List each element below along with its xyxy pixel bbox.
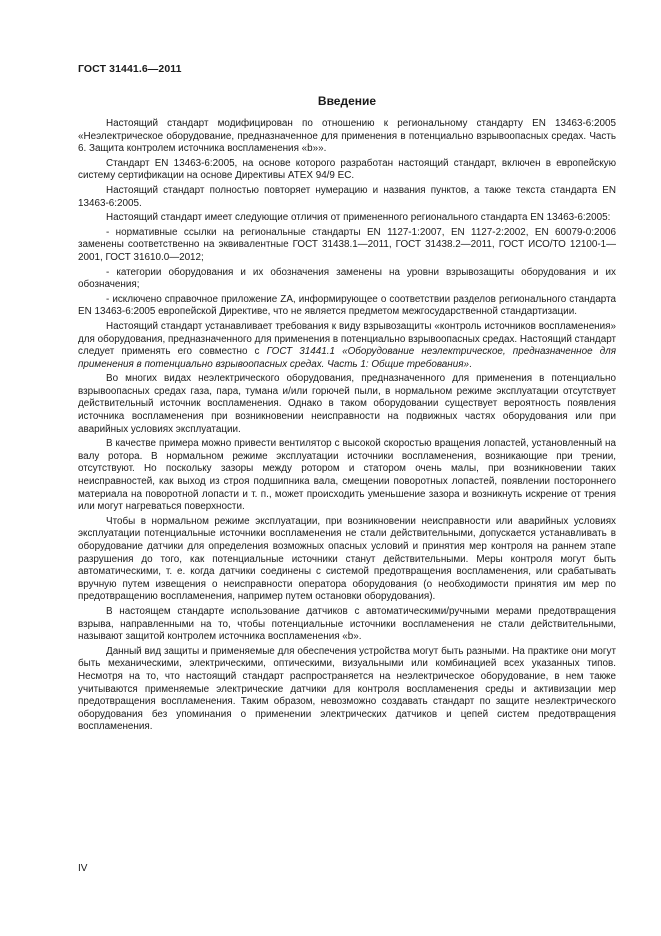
paragraph-nonelectrical: Во многих видах неэлектрического оборудования, предназначенного для применения в потенциально взрывоопасных средах газа, пара, тумана и/или горючей пыли, в нормальном режиме эксплуатации отсутствует действительный источник воспламенения. Однако в таком оборудовании существует вероятность появления источника воспламенения при возникновении неисправности на подвижных частях оборудования или при аварийных условиях эксплуатации.: [78, 373, 616, 435]
paragraph-protection-b: В настоящем стандарте использование датчиков с автоматическими/ручными мерами предотвращения взрыва, направленными на то, чтобы потенциальные источники воспламенения не стали действительными, называют защитой контролем источника воспламенения «b».: [78, 605, 616, 643]
paragraph-1: Настоящий стандарт модифицирован по отношению к региональному стандарту EN 13463-6:2005 «Неэлектрическое оборудование, предназначенное для применения в потенциально взрывоопасных средах. Часть 6. Защита контролем источника воспламенения «b»».: [78, 118, 616, 155]
section-title: Введение: [317, 94, 377, 108]
paragraph-2: Стандарт EN 13463-6:2005, на основе которого разработан настоящий стандарт, включен в европейскую систему сертификации на основе Директивы ATEX 94/9 ЕС.: [78, 157, 616, 182]
paragraph-protection-types: Данный вид защиты и применяемые для обеспечения устройства могут быть разными. На практике они могут быть механическими, электрическими, оптическими, визуальными или комбинацией всех указанных типов. Несмотря на то, что настоящий стандарт распространяется на неэлектрическое оборудование, в нем также учитываются применяемые электрические датчики для контроля воспламенения среды и активизации мер предотвращения воспламенения. Таким образом, невозможно создавать стандарт по защите неэлектрического оборудования без упоминания о применении электрических датчиков и цепей систем предотвращения воспламенения.: [78, 645, 616, 733]
paragraph-3: Настоящий стандарт полностью повторяет нумерацию и названия пунктов, а также текста стандарта EN 13463-6:2005.: [78, 184, 616, 209]
body-text: [78, 118, 616, 734]
document-header: ГОСТ 31441.6—2011: [78, 63, 182, 75]
paragraph-sensors: Чтобы в нормальном режиме эксплуатации, при возникновении неисправности или аварийных условиях эксплуатации потенциальные источники воспламенения не стали действительными, допускается устанавливать в оборудование датчики для определения возможных опасных условий и принятия мер контроля на раннем этапе разрушения до того, как потенциальные источники станут действительными. Меры контроля могут быть автоматическими, т. е. когда датчики соединены с системой предотвращения воспламенения, или срабатывать вручную путем извещения о неисправности оператора оборудования (о необходимости принятия им мер по предотвращению воспламенения, например путем остановки оборудования).: [78, 515, 616, 603]
paragraph-fan-example: В качестве примера можно привести вентилятор с высокой скоростью вращения лопастей, установленный на валу ротора. В нормальном режиме эксплуатации источники воспламенения, возникающие при трении, отсутствуют. Но поскольку зазоры между ротором и статором очень малы, при возникновении таких неисправностей, как выход из строя подшипника вала, смещении поворотных лопастей, появлении постороннего материала на поворотной лопасти и т. п., может происходить уменьшение зазора и возникнуть искрение от трения или могут нагреваться поверхности.: [78, 438, 616, 513]
list-item-categories: - категории оборудования и их обозначения заменены на уровни взрывозащиты оборудования и их обозначения;: [78, 266, 616, 291]
paragraph-4: Настоящий стандарт имеет следующие отличия от примененного регионального стандарта EN 13463-6:2005:: [106, 212, 611, 224]
paragraph-requirements-text: Настоящий стандарт устанавливает требования к виду взрывозащиты «контроль источников воспламенения» для оборудования, предназначенного для применения в потенциально взрывоопасных средах. Настоящий стандарт следует применять его совместно с: [78, 320, 616, 358]
list-item-normative-refs: - нормативные ссылки на региональные стандарты EN 1127-1:2007, EN 1127-2:2002, EN 60079-0:2006 заменены соответственно на эквивалентные ГОСТ 31438.1—2011, ГОСТ 31438.2—2011, ГОСТ ИСО/ТО 12100-1—2001, ГОСТ 31610.0—2012;: [78, 226, 616, 263]
list-item-annex-za: - исключено справочное приложение ZA, информирующее о соответствии разделов регионального стандарта EN 13463-6:2005 европейской Директиве, что не является предметом межгосударственной стандартизации.: [78, 293, 616, 318]
referenced-standard: ГОСТ 31441.1 «Оборудование неэлектрическое, предназначенное для применения в потенциально взрывоопасных средах. Часть 1: Общие требования»: [78, 346, 616, 370]
page-number: IV: [78, 863, 88, 874]
paragraph-requirements-end: .: [468, 358, 472, 370]
paragraph-requirements: [78, 321, 616, 371]
